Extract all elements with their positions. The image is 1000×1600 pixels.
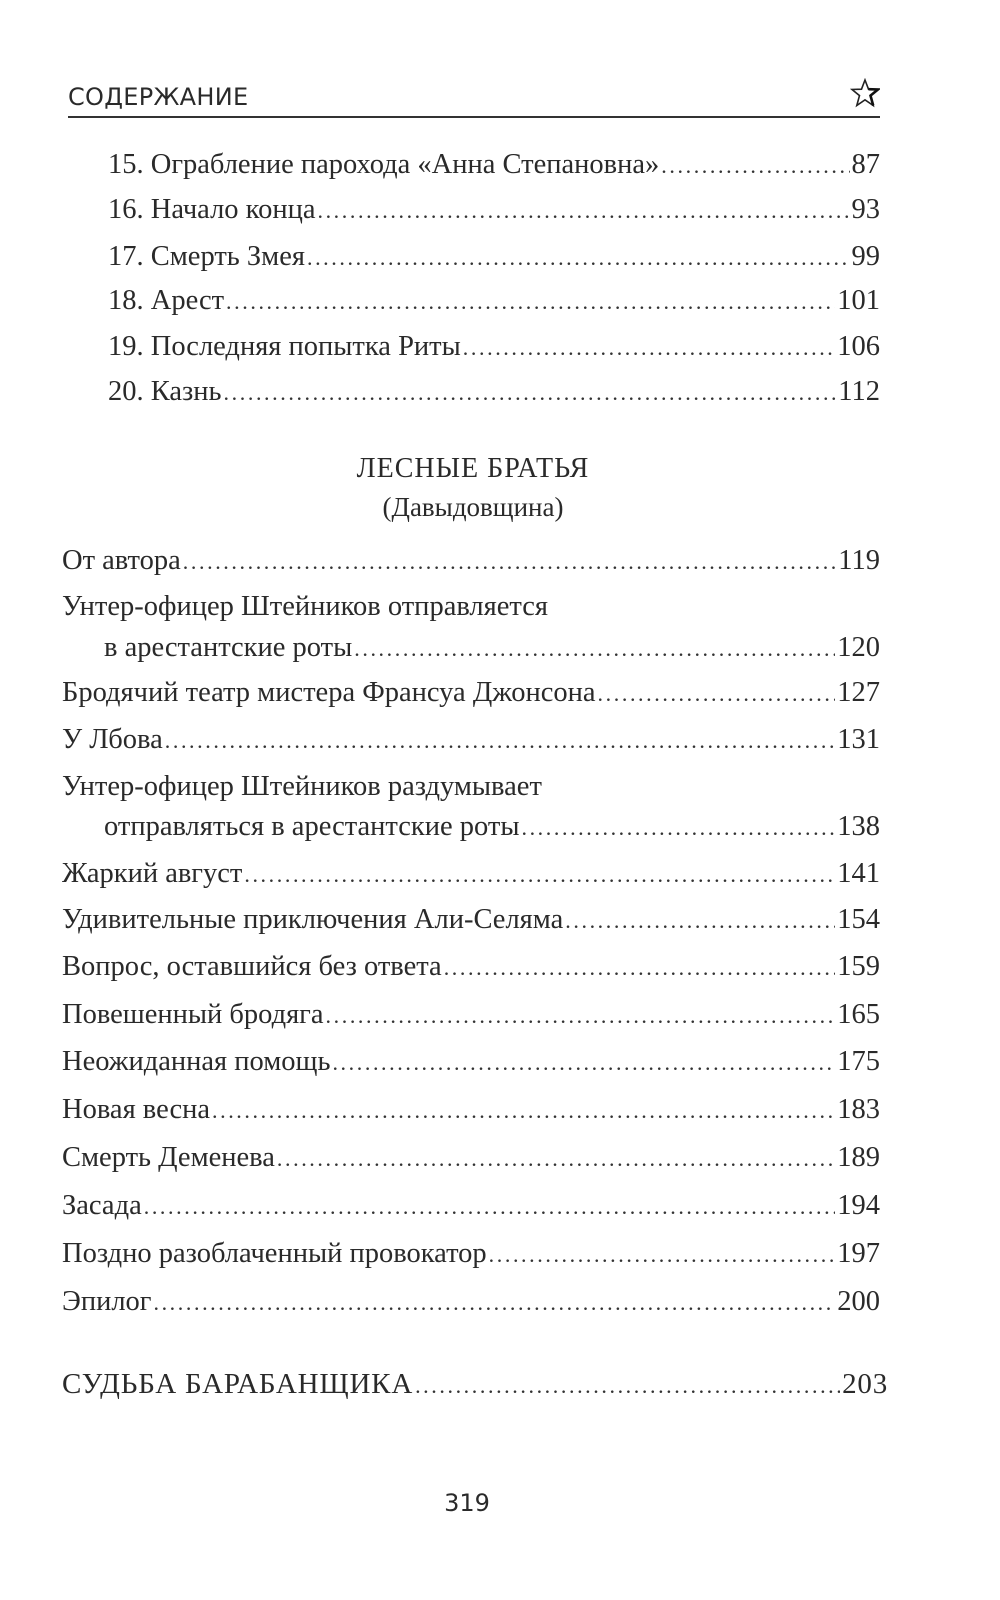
running-head-title: СОДЕРЖАНИЕ <box>68 83 249 111</box>
toc-entry-label: Удивительные приключения Али-Селяма <box>62 904 564 935</box>
toc-entry[interactable] <box>104 631 880 666</box>
toc-page-number: 106 <box>837 331 880 362</box>
toc-page-number: 101 <box>837 285 880 316</box>
toc-page-number: 159 <box>837 951 880 982</box>
toc-entry-label: 15. Ограбление парохода «Анна Степановна» <box>108 149 660 180</box>
dot-leader <box>212 1094 835 1128</box>
toc-entry-label: 20. Казнь <box>108 376 222 407</box>
toc-page-number: 154 <box>837 904 880 935</box>
toc-entry-label: Вопрос, оставшийся без ответа <box>62 951 442 982</box>
toc-page-number: 131 <box>837 724 880 755</box>
toc-entry[interactable] <box>62 1237 880 1272</box>
toc-page-number: 183 <box>837 1094 880 1125</box>
dot-leader <box>444 951 836 985</box>
toc-page-number: 189 <box>837 1142 880 1173</box>
toc-entry-label-line1[interactable]: Унтер-офицер Штейников отправляется <box>62 591 548 622</box>
toc-entry[interactable] <box>62 903 880 938</box>
toc-page-number: 194 <box>837 1190 880 1221</box>
dot-leader <box>565 904 835 938</box>
toc-page-number: 99 <box>851 241 880 272</box>
running-head <box>68 78 880 118</box>
toc-entry[interactable] <box>104 810 880 845</box>
dot-leader <box>224 376 837 410</box>
toc-page-number: 200 <box>837 1286 880 1317</box>
star-outline-icon <box>850 78 880 108</box>
dot-leader <box>226 285 835 319</box>
toc-entry-label: 16. Начало конца <box>108 194 316 225</box>
toc-entry[interactable] <box>62 723 880 758</box>
dot-leader <box>153 1286 835 1320</box>
dot-leader <box>463 331 835 365</box>
toc-entry-label: Смерть Деменева <box>62 1142 275 1173</box>
dot-leader <box>415 1369 840 1403</box>
toc-entry-label: 19. Последняя попытка Риты <box>108 331 461 362</box>
toc-entry[interactable] <box>62 857 880 892</box>
toc-page-number: 120 <box>837 632 880 663</box>
toc-entry-label: Неожиданная помощь <box>62 1046 331 1077</box>
toc-entry-16[interactable] <box>108 193 880 228</box>
toc-entry-20[interactable] <box>108 375 880 410</box>
toc-entry[interactable] <box>62 544 880 579</box>
dot-leader <box>277 1142 835 1176</box>
toc-entry[interactable] <box>62 1141 880 1176</box>
toc-page-number: 138 <box>837 811 880 842</box>
section-heading: ЛЕСНЫЕ БРАТЬЯ <box>356 453 590 484</box>
dot-leader <box>661 149 849 183</box>
toc-page-number: 119 <box>838 545 880 576</box>
toc-entry[interactable] <box>62 1285 880 1320</box>
dot-leader <box>244 858 835 892</box>
toc-entry-label: 18. Арест <box>108 285 225 316</box>
toc-entry-label: Новая весна <box>62 1094 210 1125</box>
dot-leader <box>317 194 849 228</box>
toc-entry[interactable] <box>62 1045 880 1080</box>
toc-entry-label: Засада <box>62 1190 142 1221</box>
toc-entry-label: Эпилог <box>62 1286 152 1317</box>
dot-leader <box>165 724 836 758</box>
page-number: 319 <box>444 1489 490 1517</box>
toc-page-number: 175 <box>837 1046 880 1077</box>
toc-entry-label: У Лбова <box>62 724 163 755</box>
dot-leader <box>183 545 837 579</box>
toc-page-number: 112 <box>838 376 880 407</box>
dot-leader <box>489 1238 836 1272</box>
dot-leader <box>598 677 836 711</box>
toc-page-number: 127 <box>837 677 880 708</box>
dot-leader <box>326 999 836 1033</box>
section-subheading: (Давыдовщина) <box>382 492 564 522</box>
toc-entry-label-line2: в арестантские роты <box>104 632 353 663</box>
toc-page-number: 197 <box>837 1238 880 1269</box>
dot-leader <box>144 1190 836 1224</box>
dot-leader <box>332 1046 835 1080</box>
toc-page-number: 165 <box>837 999 880 1030</box>
toc-entry-label: 17. Смерть Змея <box>108 241 305 272</box>
toc-page-number: 93 <box>851 194 880 225</box>
toc-entry-label-line2: отправляться в арестантские роты <box>104 811 520 842</box>
toc-entry-19[interactable] <box>108 330 880 365</box>
dot-leader <box>354 632 835 666</box>
toc-page-number: 141 <box>837 858 880 889</box>
dot-leader <box>307 241 850 275</box>
toc-entry-label: От автора <box>62 545 181 576</box>
toc-entry-label: Поздно разоблаченный провокатор <box>62 1238 487 1269</box>
toc-entry-label: Жаркий август <box>62 858 243 889</box>
toc-entry[interactable] <box>62 676 880 711</box>
toc-entry-label-line1[interactable]: Унтер-офицер Штейников раздумывает <box>62 771 542 802</box>
dot-leader <box>521 811 835 845</box>
toc-entry-part-three[interactable] <box>62 1367 888 1403</box>
toc-entry[interactable] <box>62 1093 880 1128</box>
toc-entry-15[interactable] <box>108 148 880 183</box>
toc-entry-label: Повешенный бродяга <box>62 999 324 1030</box>
toc-entry[interactable] <box>62 998 880 1033</box>
toc-entry-label: Бродячий театр мистера Франсуа Джонсона <box>62 677 596 708</box>
toc-entry-17[interactable] <box>108 240 880 275</box>
toc-page-number: 203 <box>842 1368 888 1400</box>
toc-entry-18[interactable] <box>108 284 880 319</box>
toc-entry[interactable] <box>62 1189 880 1224</box>
toc-entry-label: СУДЬБА БАРАБАНЩИКА <box>62 1368 414 1400</box>
toc-entry[interactable] <box>62 950 880 985</box>
toc-page-number: 87 <box>851 149 880 180</box>
header-rule <box>68 116 880 118</box>
